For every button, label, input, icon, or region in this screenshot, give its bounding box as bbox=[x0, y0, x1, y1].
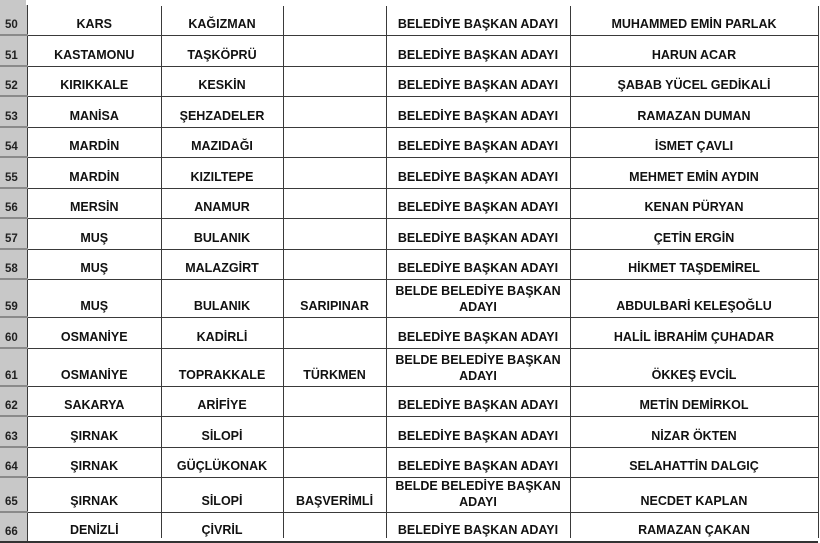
town-cell[interactable] bbox=[283, 218, 386, 249]
position-cell[interactable]: BELDE BELEDİYE BAŞKAN ADAYI bbox=[386, 477, 570, 512]
town-cell[interactable] bbox=[283, 317, 386, 348]
province-cell[interactable]: DENİZLİ bbox=[27, 512, 161, 542]
district-cell[interactable]: TOPRAKKALE bbox=[161, 348, 283, 386]
candidate-cell[interactable]: HARUN ACAR bbox=[570, 35, 818, 66]
province-cell[interactable]: SAKARYA bbox=[27, 386, 161, 416]
row-number[interactable]: 63 bbox=[0, 416, 27, 447]
province-cell[interactable]: ŞIRNAK bbox=[27, 416, 161, 447]
town-cell[interactable] bbox=[283, 416, 386, 447]
table-row bbox=[0, 5, 818, 35]
candidate-cell[interactable]: HİKMET TAŞDEMİREL bbox=[570, 249, 818, 279]
district-cell[interactable]: TAŞKÖPRÜ bbox=[161, 35, 283, 66]
province-cell[interactable]: MUŞ bbox=[27, 249, 161, 279]
position-cell[interactable]: BELEDİYE BAŞKAN ADAYI bbox=[386, 447, 570, 477]
province-cell[interactable]: MUŞ bbox=[27, 279, 161, 317]
row-number[interactable]: 50 bbox=[0, 5, 27, 35]
table-row bbox=[0, 218, 818, 249]
district-cell[interactable]: GÜÇLÜKONAK bbox=[161, 447, 283, 477]
province-cell[interactable]: OSMANİYE bbox=[27, 348, 161, 386]
town-cell[interactable] bbox=[283, 188, 386, 218]
table-row bbox=[0, 188, 818, 218]
row-number[interactable]: 53 bbox=[0, 96, 27, 127]
column-divider bbox=[386, 6, 387, 538]
district-cell[interactable]: SİLOPİ bbox=[161, 416, 283, 447]
table-body bbox=[0, 5, 818, 542]
district-cell[interactable]: ARİFİYE bbox=[161, 386, 283, 416]
row-number[interactable]: 54 bbox=[0, 127, 27, 157]
district-cell[interactable]: BULANIK bbox=[161, 279, 283, 317]
row-number[interactable]: 65 bbox=[0, 477, 27, 512]
town-cell[interactable] bbox=[283, 66, 386, 96]
town-cell[interactable] bbox=[283, 35, 386, 66]
table-row bbox=[0, 348, 818, 386]
district-cell[interactable]: ŞEHZADELER bbox=[161, 96, 283, 127]
district-cell[interactable]: KIZILTEPE bbox=[161, 157, 283, 188]
candidate-cell[interactable]: ÇETİN ERGİN bbox=[570, 218, 818, 249]
town-cell[interactable] bbox=[283, 447, 386, 477]
table-row bbox=[0, 157, 818, 188]
candidate-cell[interactable]: İSMET ÇAVLI bbox=[570, 127, 818, 157]
row-number[interactable]: 51 bbox=[0, 35, 27, 66]
province-cell[interactable]: ŞIRNAK bbox=[27, 447, 161, 477]
candidate-cell[interactable]: NİZAR ÖKTEN bbox=[570, 416, 818, 447]
town-cell[interactable]: TÜRKMEN bbox=[283, 348, 386, 386]
position-cell[interactable]: BELEDİYE BAŞKAN ADAYI bbox=[386, 66, 570, 96]
candidate-cell[interactable]: RAMAZAN DUMAN bbox=[570, 96, 818, 127]
province-cell[interactable]: OSMANİYE bbox=[27, 317, 161, 348]
candidate-cell[interactable]: RAMAZAN ÇAKAN bbox=[570, 512, 818, 542]
district-cell[interactable]: KADİRLİ bbox=[161, 317, 283, 348]
table-row bbox=[0, 416, 818, 447]
candidate-table bbox=[0, 5, 818, 543]
position-cell[interactable]: BELEDİYE BAŞKAN ADAYI bbox=[386, 218, 570, 249]
town-cell[interactable] bbox=[283, 96, 386, 127]
position-cell[interactable]: BELEDİYE BAŞKAN ADAYI bbox=[386, 127, 570, 157]
position-cell[interactable]: BELEDİYE BAŞKAN ADAYI bbox=[386, 35, 570, 66]
row-number[interactable]: 52 bbox=[0, 66, 27, 96]
candidate-cell[interactable]: MUHAMMED EMİN PARLAK bbox=[570, 5, 818, 35]
candidate-cell[interactable]: NECDET KAPLAN bbox=[570, 477, 818, 512]
table-row bbox=[0, 66, 818, 96]
table-row bbox=[0, 127, 818, 157]
district-cell[interactable]: KESKİN bbox=[161, 66, 283, 96]
row-number[interactable]: 58 bbox=[0, 249, 27, 279]
row-number[interactable]: 66 bbox=[0, 512, 27, 542]
province-cell[interactable]: MARDİN bbox=[27, 157, 161, 188]
table-row bbox=[0, 279, 818, 317]
candidate-cell[interactable]: ÖKKEŞ EVCİL bbox=[570, 348, 818, 386]
column-divider bbox=[818, 6, 819, 538]
table-row bbox=[0, 447, 818, 477]
candidate-cell[interactable]: MEHMET EMİN AYDIN bbox=[570, 157, 818, 188]
candidate-cell[interactable]: ŞABAB YÜCEL GEDİKALİ bbox=[570, 66, 818, 96]
town-cell[interactable] bbox=[283, 249, 386, 279]
province-cell[interactable]: MERSİN bbox=[27, 188, 161, 218]
row-number[interactable]: 64 bbox=[0, 447, 27, 477]
position-cell[interactable]: BELEDİYE BAŞKAN ADAYI bbox=[386, 317, 570, 348]
candidate-cell[interactable]: METİN DEMİRKOL bbox=[570, 386, 818, 416]
candidate-cell[interactable]: ABDULBARİ KELEŞOĞLU bbox=[570, 279, 818, 317]
province-cell[interactable]: MUŞ bbox=[27, 218, 161, 249]
province-cell[interactable]: ŞIRNAK bbox=[27, 477, 161, 512]
position-cell[interactable]: BELEDİYE BAŞKAN ADAYI bbox=[386, 157, 570, 188]
position-cell[interactable]: BELEDİYE BAŞKAN ADAYI bbox=[386, 386, 570, 416]
position-cell[interactable]: BELDE BELEDİYE BAŞKAN ADAYI bbox=[386, 348, 570, 386]
row-number[interactable]: 61 bbox=[0, 348, 27, 386]
table-row bbox=[0, 249, 818, 279]
candidate-cell[interactable]: SELAHATTİN DALGIÇ bbox=[570, 447, 818, 477]
row-number[interactable]: 57 bbox=[0, 218, 27, 249]
row-number[interactable]: 62 bbox=[0, 386, 27, 416]
province-cell[interactable]: KASTAMONU bbox=[27, 35, 161, 66]
town-cell[interactable] bbox=[283, 157, 386, 188]
column-divider bbox=[161, 6, 162, 538]
position-cell[interactable]: BELEDİYE BAŞKAN ADAYI bbox=[386, 5, 570, 35]
town-cell[interactable]: SARIPINAR bbox=[283, 279, 386, 317]
province-cell[interactable]: MANİSA bbox=[27, 96, 161, 127]
district-cell[interactable]: ÇİVRİL bbox=[161, 512, 283, 542]
town-cell[interactable] bbox=[283, 386, 386, 416]
position-cell[interactable]: BELEDİYE BAŞKAN ADAYI bbox=[386, 188, 570, 218]
row-number[interactable]: 59 bbox=[0, 279, 27, 317]
position-cell[interactable]: BELDE BELEDİYE BAŞKAN ADAYI bbox=[386, 279, 570, 317]
position-cell[interactable]: BELEDİYE BAŞKAN ADAYI bbox=[386, 96, 570, 127]
district-cell[interactable]: ANAMUR bbox=[161, 188, 283, 218]
town-cell[interactable] bbox=[283, 5, 386, 35]
candidate-cell[interactable]: HALİL İBRAHİM ÇUHADAR bbox=[570, 317, 818, 348]
table-row bbox=[0, 512, 818, 542]
table-row bbox=[0, 477, 818, 512]
candidate-cell[interactable]: KENAN PÜRYAN bbox=[570, 188, 818, 218]
district-cell[interactable]: SİLOPİ bbox=[161, 477, 283, 512]
town-cell[interactable]: BAŞVERİMLİ bbox=[283, 477, 386, 512]
table-row bbox=[0, 386, 818, 416]
table-row bbox=[0, 35, 818, 66]
position-cell[interactable]: BELEDİYE BAŞKAN ADAYI bbox=[386, 512, 570, 542]
town-cell[interactable] bbox=[283, 127, 386, 157]
district-cell[interactable]: MALAZGİRT bbox=[161, 249, 283, 279]
row-number[interactable]: 55 bbox=[0, 157, 27, 188]
position-cell[interactable]: BELEDİYE BAŞKAN ADAYI bbox=[386, 416, 570, 447]
table-row bbox=[0, 96, 818, 127]
district-cell[interactable]: BULANIK bbox=[161, 218, 283, 249]
province-cell[interactable]: KARS bbox=[27, 5, 161, 35]
position-cell[interactable]: BELEDİYE BAŞKAN ADAYI bbox=[386, 249, 570, 279]
district-cell[interactable]: MAZIDAĞI bbox=[161, 127, 283, 157]
column-divider bbox=[570, 6, 571, 538]
row-number[interactable]: 56 bbox=[0, 188, 27, 218]
province-cell[interactable]: MARDİN bbox=[27, 127, 161, 157]
row-number[interactable]: 60 bbox=[0, 317, 27, 348]
town-cell[interactable] bbox=[283, 512, 386, 542]
district-cell[interactable]: KAĞIZMAN bbox=[161, 5, 283, 35]
column-divider bbox=[283, 6, 284, 538]
table-row bbox=[0, 317, 818, 348]
province-cell[interactable]: KIRIKKALE bbox=[27, 66, 161, 96]
